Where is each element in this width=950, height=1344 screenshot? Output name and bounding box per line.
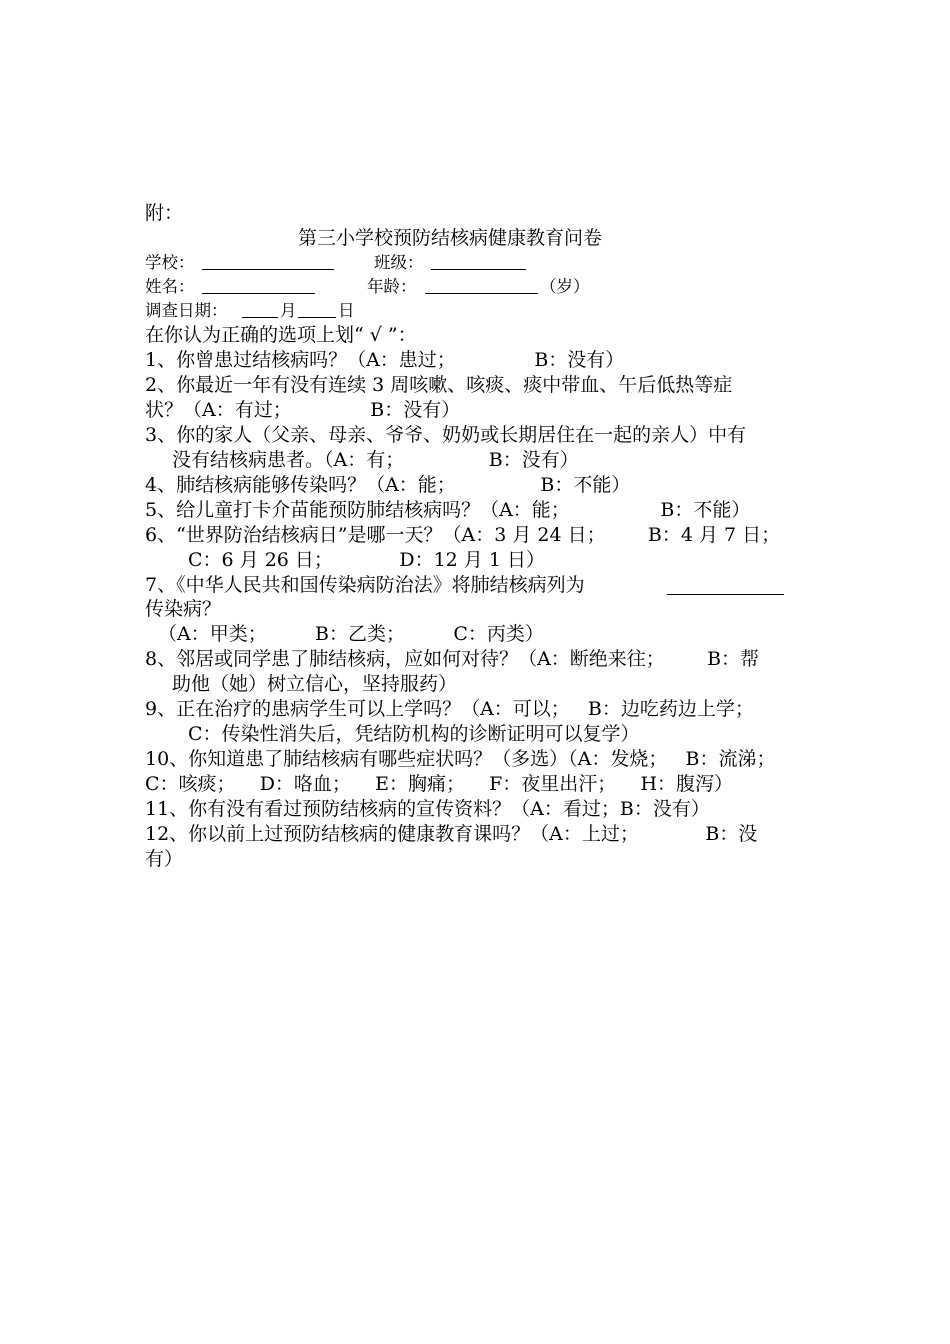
name-label: 姓名：	[145, 277, 195, 296]
class-blank[interactable]	[431, 253, 526, 270]
question-12-line-1: 12、你以前上过预防结核病的健康教育课吗？（A：上过； B：没	[145, 823, 758, 845]
question-6-line-1: 6、“世界防治结核病日”是哪一天？（A：3 月 24 日； B：4 月 7 日；	[145, 524, 781, 546]
age-unit: （岁）	[540, 277, 590, 296]
question-4: 4、肺结核病能够传染吗？（A：能； B：不能）	[145, 474, 631, 496]
day-blank[interactable]	[298, 301, 336, 318]
question-7-line-1: 7、《中华人民共和国传染病防治法》将肺结核病列为	[145, 574, 585, 596]
school-blank[interactable]	[202, 253, 334, 270]
age-label: 年龄：	[367, 277, 417, 296]
attachment-label: 附：	[145, 202, 184, 224]
month-label: 月	[280, 301, 297, 320]
day-label: 日	[338, 301, 355, 320]
question-3-line-1: 3、你的家人（父亲、母亲、爷爷、奶奶或长期居住在一起的亲人）中有	[145, 424, 747, 446]
name-blank[interactable]	[202, 277, 315, 294]
question-7-line-2: 传染病？	[145, 598, 222, 620]
question-8-line-1: 8、邻居或同学患了肺结核病，应如何对待？（A：断绝来往； B：帮	[145, 648, 760, 670]
question-5: 5、给儿童打卡介苗能预防肺结核病吗？（A：能； B：不能）	[145, 499, 751, 521]
question-1: 1、你曾患过结核病吗？（A：患过； B：没有）	[145, 349, 625, 371]
question-10-line-1: 10、你知道患了肺结核病有哪些症状吗？（多选）（A：发烧； B：流涕；	[145, 748, 776, 770]
instruction-text: 在你认为正确的选项上划“ √ ”：	[145, 324, 417, 346]
page-title: 第三小学校预防结核病健康教育问卷	[298, 227, 603, 249]
age-blank[interactable]	[425, 277, 538, 294]
question-3-line-2: 没有结核病患者。（A：有； B：没有）	[172, 449, 579, 471]
question-11: 11、你有没有看过预防结核病的宣传资料？（A：看过；B：没有）	[145, 798, 710, 820]
question-9-line-2: C：传染性消失后，凭结防机构的诊断证明可以复学）	[188, 723, 640, 745]
question-9-line-1: 9、正在治疗的患病学生可以上学吗？（A：可以； B：边吃药边上学；	[145, 698, 754, 720]
date-label: 调查日期：	[145, 301, 228, 320]
school-label: 学校：	[145, 253, 195, 272]
question-7-blank[interactable]	[667, 578, 784, 595]
question-12-line-2: 有）	[145, 848, 184, 870]
question-6-line-2: C：6 月 26 日； D：12 月 1 日）	[188, 549, 545, 571]
class-label: 班级：	[374, 253, 424, 272]
question-10-line-2: C：咳痰； D：咯血； E：胸痛； F：夜里出汗； H：腹泻）	[145, 773, 734, 795]
question-2-line-2: 状？（A：有过； B：没有）	[145, 399, 461, 421]
question-7-options: （A：甲类； B：乙类； C：丙类）	[158, 623, 544, 645]
month-blank[interactable]	[242, 301, 278, 318]
question-8-line-2: 助他（她）树立信心，坚持服药）	[172, 673, 458, 695]
question-2-line-1: 2、你最近一年有没有连续 3 周咳嗽、咳痰、痰中带血、午后低热等症	[145, 374, 733, 396]
